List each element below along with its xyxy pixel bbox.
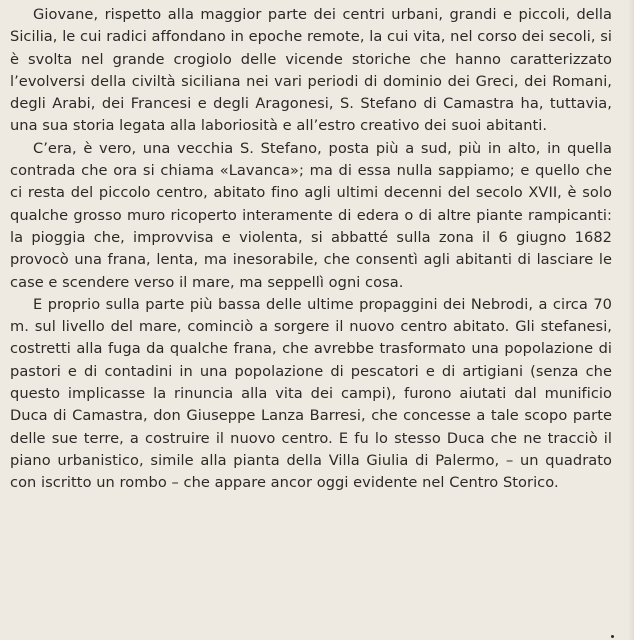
paragraph-2: C’era, è vero, una vecchia S. Stefano, posta più a sud, più in alto, in quella contrada che ora si chiama «Lavanca»; ma di essa nulla sappiamo; e quello che ci resta del piccolo centro, abitato fino agli ultimi decenni del secolo XVII, è solo qualche grosso muro ricoperto interamente di edera o di altre piante rampicanti: la pioggia che, improvvisa e violenta, si abbatté sulla zona il 6 giugno 1682 provocò una frana, lenta, ma inesorabile, che consentì agli abitanti di lasciare le case e scendere verso il mare, ma seppellì ogni cosa.	[10, 139, 612, 291]
page-edge-shadow	[628, 0, 634, 640]
page-mark	[611, 635, 614, 638]
paragraph-1: Giovane, rispetto alla maggior parte dei centri urbani, grandi e piccoli, della Sicilia, le cui radici affondano in epoche remote, la cui vita, nel corso dei secoli, si è svolta nel grande crogiolo delle vicende storiche che hanno caratterizzato l’evolversi della civiltà siciliana nei vari periodi di dominio dei Greci, dei Romani, degli Arabi, dei Francesi e degli Aragonesi, S. Stefano di Camastra ha, tuttavia, una sua storia legata alla laboriosità e all’estro creativo dei suoi abitanti.	[10, 6, 612, 135]
paragraph-3: E proprio sulla parte più bassa delle ultime propaggini dei Nebrodi, a circa 70 m. sul livello del mare, cominciò a sorgere il nuovo centro abitato. Gli stefanesi, costretti alla fuga da qualche frana, che avrebbe trasformato una popolazione di pastori e di contadini in una popolazione di pescatori e di artigiani (senza che questo implicasse la rinuncia alla vita dei campi), furono aiutati dal munificio Duca di Camastra, don Giuseppe Lanza Barresi, che concesse a tale scopo parte delle sue terre, a costruire il nuovo centro. E fu lo stesso Duca che ne tracciò il piano urbanistico, simile alla pianta della Villa Giulia di Palermo, – un quadrato con iscritto un rombo – che appare ancor oggi evidente nel Centro Storico.	[10, 295, 612, 492]
